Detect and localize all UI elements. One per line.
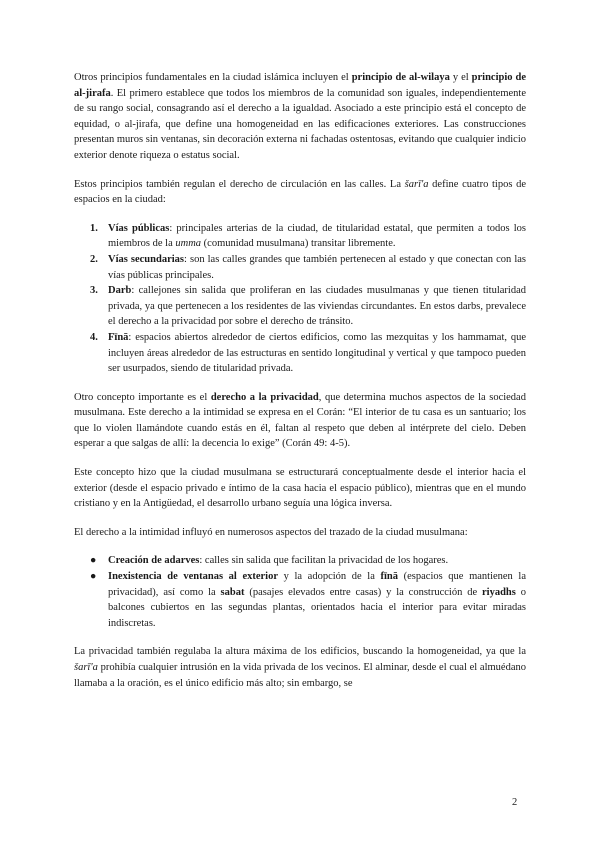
text: (comunidad musulmana) transitar libremente. — [201, 238, 396, 250]
term-privacy-right: derecho a la privacidad — [210, 391, 319, 403]
paragraph-structure: Este concepto hizo que la ciudad musulmana se estructurará conceptualmente desde el interior hacia el exterior (desde el espacio privado e íntimo de la casa hacia el espacio público), mientras que en el mundo cristiano y en la Antigüedad, el desarrollo urbano seguía una lógica inversa. — [74, 467, 526, 510]
text: (espacios que mantienen la privacidad), así como la — [108, 571, 527, 598]
list-item — [74, 330, 526, 377]
list-number: 4. — [90, 331, 98, 343]
document-page — [74, 70, 526, 691]
term-umma: umma — [175, 238, 202, 250]
term-fina: fīnā — [380, 571, 399, 583]
text: : espacios abiertos alrededor de ciertos edificios, como las mezquitas y los hammamat, que incluyen áreas alrededor de las estructuras en sentido longitudinal y vertical y que tampoco pueden ser usurpados, siendo de titularidad privada. — [108, 331, 526, 375]
text: : son las calles grandes que también pertenecen al estado y que conectan con las vías públicas principales. — [108, 253, 526, 281]
paragraph-circulation — [74, 177, 526, 208]
term-sabat: sabat — [220, 586, 245, 598]
list-number: 1. — [90, 222, 98, 234]
list-term: Vías públicas — [108, 222, 170, 234]
paragraph-intimacy: El derecho a la intimidad influyó en numerosos aspectos del trazado de la ciudad musulmana: — [74, 526, 468, 538]
text: : calles sin salida que facilitan la privacidad de los hogares. — [199, 555, 449, 567]
paragraph-privacy — [74, 390, 526, 452]
list-term: Vías secundarias — [108, 253, 184, 265]
list-number: 3. — [90, 285, 98, 297]
text: y el — [449, 72, 472, 83]
text: , que determina muchos aspectos de la sociedad musulmana. Este derecho a la intimidad se expresa en el Corán: “El interior de tu casa es un santuario; los que lo violen llamándote cuando estás en él, faltan al respeto que deben al intérprete del cielo. Deben esperar a que salgas de allí: la decencia lo exige” (Corán 49: 4-5). — [74, 391, 526, 450]
list-term: Creación de adarves — [108, 555, 200, 567]
term-al-wilaya: principio de al-wilaya — [351, 72, 450, 83]
term-sharia: šarī'a — [74, 662, 98, 673]
text: define cuatro tipos de espacios en la ciudad: — [74, 178, 526, 206]
list-item — [74, 553, 526, 569]
text: prohibía cualquier intrusión en la vida privada de los vecinos. El alminar, desde el cual el almuédano llamaba a la oración, es el único edificio más alto; sin embargo, se — [74, 662, 526, 689]
text: o balcones cubiertos en las segundas plantas, orientados hacia el interior para evitar miradas indiscretas. — [108, 586, 526, 629]
term-al-jirafa: principio de al-jirafa — [74, 72, 527, 99]
paragraph-height — [74, 644, 526, 691]
text: : principales arterias de la ciudad, de titularidad estatal, que permiten a todos los miembros de la — [108, 222, 526, 250]
term-sharia: šarī'a — [404, 178, 429, 190]
page-number: 2 — [512, 797, 518, 808]
list-term: Darb — [108, 285, 132, 297]
list-item — [74, 283, 526, 330]
paragraph-principles — [74, 70, 526, 164]
text: La privacidad también regulaba la altura máxima de los edificios, buscando la homogeneidad, ya que la — [74, 646, 526, 658]
text: : callejones sin salida que proliferan en las ciudades musulmanas y que tienen titularidad privada, ya que pertenecen a los residentes de las viviendas circundantes. En estos darbs, prevalece el derecho a la privacidad por sobre el derecho de tránsito. — [108, 285, 526, 328]
list-term: Inexistencia de ventanas al exterior — [108, 571, 279, 583]
list-item — [74, 221, 526, 252]
text: y la adopción de la — [278, 571, 381, 583]
bullet-list-layout — [74, 553, 526, 631]
text: Otro concepto importante es el — [74, 391, 211, 403]
list-item — [74, 252, 526, 283]
list-item — [74, 569, 526, 631]
text: Otros principios fundamentales en la ciudad islámica incluyen el — [74, 72, 352, 83]
text: Estos principios también regulan el derecho de circulación en las calles. La — [74, 178, 405, 190]
bullet-icon: ● — [90, 571, 97, 583]
text: . El primero establece que todos los miembros de la comunidad son iguales, independientemente de su rango social, consagrando así el derecho a la igualdad. Asociado a este principio está el concepto de equidad, o al-jirafa, que define una homogeneidad en las edificaciones exteriores. Las construcciones presentan muros sin ventanas, sin decoración externa ni fachadas ostentosas, evitando que cualquier indicio exterior denote riqueza o estatus social. — [74, 87, 526, 161]
list-number: 2. — [90, 253, 98, 265]
bullet-icon: ● — [90, 555, 97, 567]
text: (pasajes elevados entre casas) y la construcción de — [244, 586, 483, 598]
numbered-list-spaces — [74, 221, 526, 377]
term-riyadhs: riyadhs — [482, 586, 516, 598]
list-term: Fīnā — [108, 331, 129, 343]
